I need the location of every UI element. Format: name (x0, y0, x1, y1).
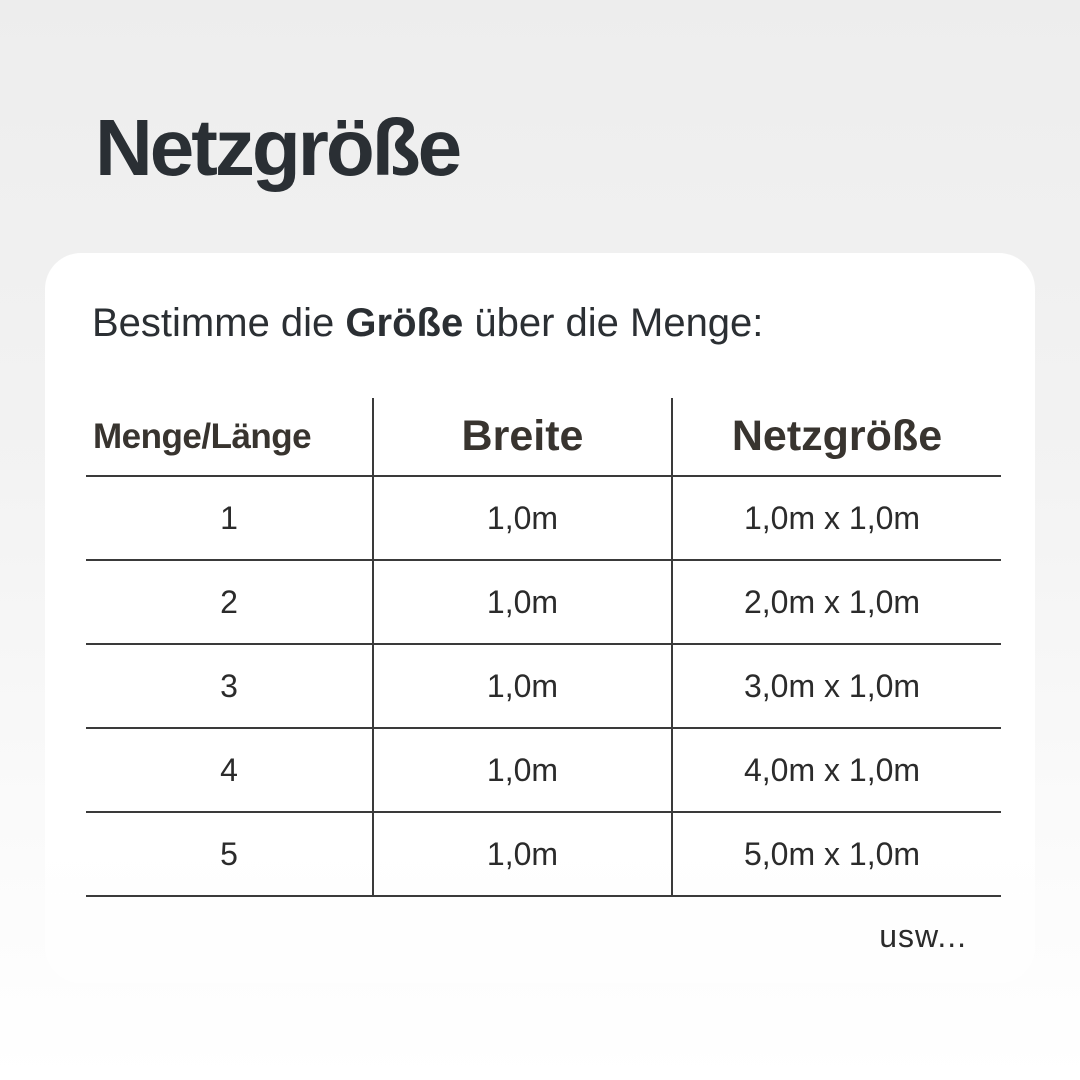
cell-quantity: 5 (86, 812, 373, 896)
header-quantity: Menge/Länge (86, 398, 373, 476)
header-width: Breite (373, 398, 672, 476)
table-row (86, 644, 1001, 728)
intro-text-bold: Größe (345, 301, 464, 345)
cell-quantity: 3 (86, 644, 373, 728)
table-row (86, 812, 1001, 896)
intro-text (92, 301, 763, 345)
cell-net-size: 4,0m x 1,0m (672, 728, 1001, 812)
table-row (86, 728, 1001, 812)
cell-net-size: 2,0m x 1,0m (672, 560, 1001, 644)
header-net-size: Netzgröße (672, 398, 1001, 476)
cell-quantity: 4 (86, 728, 373, 812)
cell-net-size: 1,0m x 1,0m (672, 476, 1001, 560)
cell-width: 1,0m (373, 560, 672, 644)
table-row (86, 476, 1001, 560)
cell-quantity: 2 (86, 560, 373, 644)
cell-width: 1,0m (373, 812, 672, 896)
cell-width: 1,0m (373, 476, 672, 560)
size-card (45, 253, 1035, 983)
cell-quantity: 1 (86, 476, 373, 560)
table-row (86, 560, 1001, 644)
intro-text-end: über die Menge: (463, 301, 764, 345)
cell-net-size: 5,0m x 1,0m (672, 812, 1001, 896)
intro-text-start: Bestimme die (92, 301, 346, 345)
cell-width: 1,0m (373, 644, 672, 728)
size-table (86, 398, 1001, 897)
cell-width: 1,0m (373, 728, 672, 812)
table-header-row (86, 398, 1001, 476)
etc-note: usw... (879, 918, 967, 954)
cell-net-size: 3,0m x 1,0m (672, 644, 1001, 728)
page-title: Netzgröße (95, 103, 460, 192)
